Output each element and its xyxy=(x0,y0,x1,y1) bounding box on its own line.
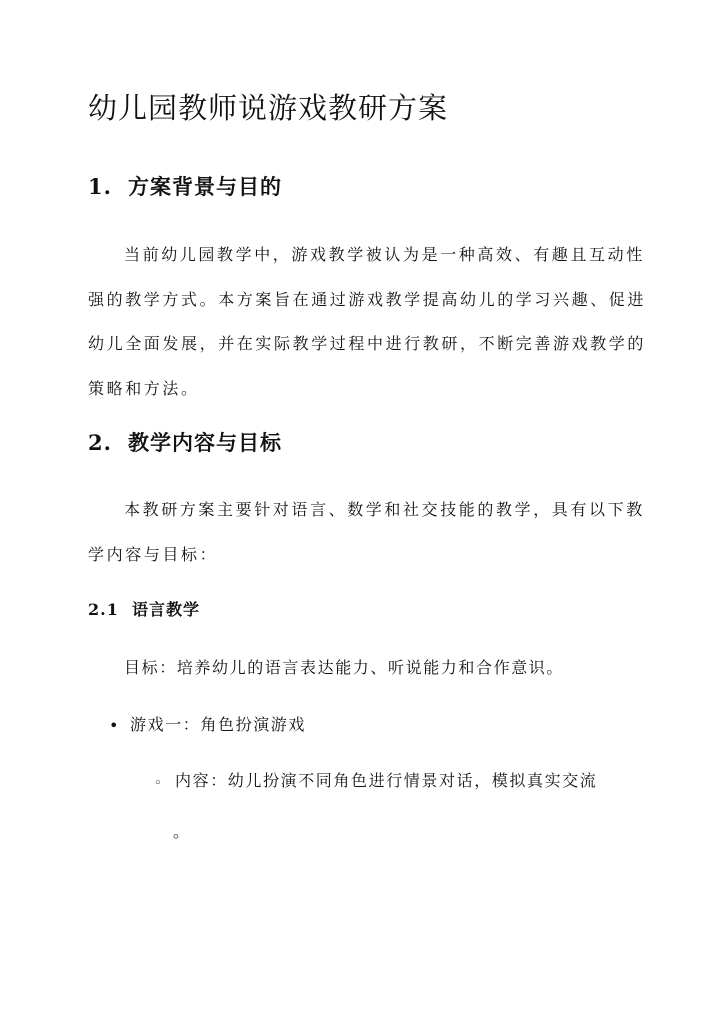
section-heading-2 xyxy=(88,428,282,458)
section-2-paragraph: 本教研方案主要针对语言、数学和社交技能的教学，具有以下教学内容与目标： xyxy=(88,500,645,564)
document-title: 幼儿园教师说游戏教研方案 xyxy=(88,91,449,125)
goal-text: 目标：培养幼儿的语言表达能力、听说能力和合作意识。 xyxy=(124,658,565,677)
bullet-item: 游戏一：角色扮演游戏 xyxy=(130,715,307,734)
sub-bullet-item-continuation: 。 xyxy=(173,822,191,841)
sub-bullet-icon: ◦ xyxy=(154,776,162,791)
sub-bullet-item: 内容：幼儿扮演不同角色进行情景对话，模拟真实交流 xyxy=(175,771,598,790)
section-heading-1 xyxy=(88,172,282,202)
subsection-number: 2.1 xyxy=(88,600,119,619)
section-heading-text: 教学内容与目标 xyxy=(128,430,282,455)
section-number: 1. xyxy=(88,174,112,199)
bullet-icon: • xyxy=(109,716,119,735)
section-1-paragraph: 当前幼儿园教学中，游戏教学被认为是一种高效、有趣且互动性强的教学方式。本方案旨在通过游戏教学提高幼儿的学习兴趣、促进幼儿全面发展，并在实际教学过程中进行教研，不断完善游戏教学的策略和方法。 xyxy=(88,245,647,398)
section-number: 2. xyxy=(88,430,112,455)
subsection-heading-text: 语言教学 xyxy=(132,600,201,619)
subsection-heading-2-1 xyxy=(88,598,200,622)
section-heading-text: 方案背景与目的 xyxy=(128,174,282,199)
